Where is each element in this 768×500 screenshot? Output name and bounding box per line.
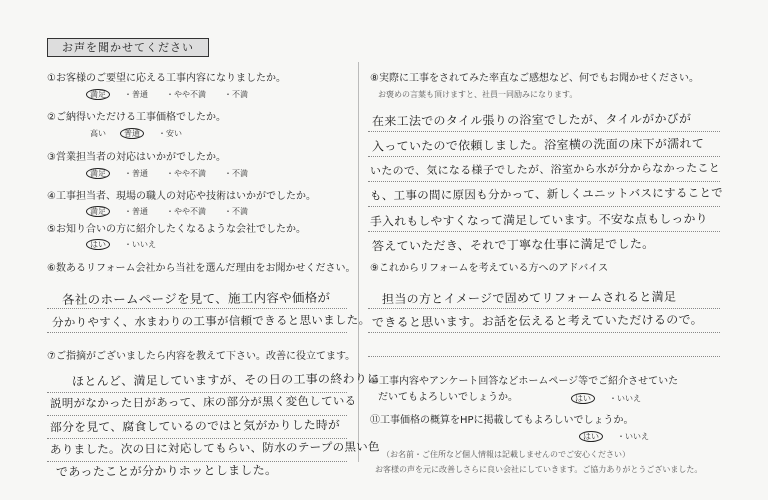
option-1[interactable]: ・いいえ bbox=[124, 240, 156, 249]
q8-answer-line: いたので、気になる様子でしたが、浴室から水が分からなかったこと bbox=[369, 161, 721, 178]
q7-answer-line: ありました。次の日に対応してもらい、防水のテープの黒い色 bbox=[49, 439, 380, 457]
option-0[interactable]: 満足 bbox=[86, 206, 110, 217]
q10-options[interactable] bbox=[575, 394, 659, 404]
q7-answer-line: ほとんど、満足していますが、その日の工事の終わりに bbox=[71, 371, 380, 389]
option-0[interactable]: 満足 bbox=[86, 168, 110, 179]
option-3[interactable]: ・不満 bbox=[224, 207, 248, 216]
q11-options[interactable] bbox=[583, 432, 667, 442]
q3-options[interactable] bbox=[90, 169, 266, 179]
question-4: ④工事担当者、現場の職人の対応や技術はいかがでしたか。 bbox=[47, 191, 316, 202]
question-5: ⑤お知り合いの方に紹介したくなるような会社でしたか。 bbox=[47, 224, 306, 235]
question-6: ⑥数あるリフォーム会社から当社を選んだ理由をお聞かせください。 bbox=[47, 263, 356, 274]
option-1[interactable]: ・普通 bbox=[124, 207, 148, 216]
q7-answer-line: 部分を見て、腐食しているのではと気がかりした時が bbox=[49, 417, 341, 435]
thanks-note: お客様の声を元に改善しさらに良い会社にしていきます。ご協力ありがとうございました。 bbox=[375, 465, 703, 474]
q4-options[interactable] bbox=[90, 207, 266, 217]
option-2[interactable]: ・やや不満 bbox=[166, 90, 206, 99]
option-0[interactable]: はい bbox=[86, 239, 110, 250]
q7-answer-line: 説明がなかった日があって、床の部分が黒く変色している bbox=[49, 393, 357, 411]
q8-answer-line: 在来工法でのタイル張りの浴室でしたが、タイルがかびが bbox=[371, 111, 692, 129]
privacy-note: （お名前・ご住所など個人情報は記載しませんのでご安心ください） bbox=[382, 450, 630, 459]
question-1: ①お客様のご要望に応える工事内容になりましたか。 bbox=[47, 73, 286, 84]
question-10-cont: だいてもよろしいでしょうか。 bbox=[378, 392, 518, 403]
q6-answer-line: 分かりやすく、水まわりの工事が信頼できると思いました。 bbox=[51, 312, 371, 330]
question-3: ③営業担当者の対応はいかがでしたか。 bbox=[47, 152, 226, 163]
q5-options[interactable] bbox=[90, 240, 174, 250]
question-8: ⑧実際に工事をされてみた率直なご感想など、何でもお聞かせください。 bbox=[370, 73, 699, 84]
q1-options[interactable] bbox=[90, 90, 266, 100]
option-1[interactable]: ・いいえ bbox=[617, 432, 649, 441]
question-10: ⑩工事内容やアンケート回答などホームページ等でご紹介させていた bbox=[370, 376, 679, 387]
q6-answer-line: 各社のホームページを見て、施工内容や価格が bbox=[61, 289, 331, 308]
question-9: ⑨これからリフォームを考えている方へのアドバイス bbox=[370, 263, 609, 274]
option-1[interactable]: 普通 bbox=[120, 128, 144, 139]
question-2: ②ご納得いただける工事価格でしたか。 bbox=[47, 112, 226, 123]
q2-options[interactable] bbox=[90, 129, 200, 139]
q9-answer-line: できると思います。お話を伝えると考えていただけるので。 bbox=[371, 312, 703, 330]
q8-answer-line: 手入れもしやすくなって満足しています。不安な点もしっかり bbox=[369, 211, 708, 229]
q7-answer-line: であったことが分かりホッとしました。 bbox=[55, 463, 278, 479]
option-0[interactable]: はい bbox=[579, 431, 603, 442]
option-2[interactable]: ・やや不満 bbox=[166, 207, 206, 216]
question-7: ⑦ご指摘がございましたら内容を教えて下さい。改善に役立てます。 bbox=[47, 351, 356, 362]
option-0[interactable]: はい bbox=[571, 393, 595, 404]
section-header: お声を聞かせてください bbox=[47, 38, 209, 57]
option-3[interactable]: ・不満 bbox=[224, 90, 248, 99]
question-11: ⑪工事価格の概算をHPに掲載してもよろしいでしょうか。 bbox=[370, 415, 634, 426]
option-0[interactable]: 満足 bbox=[86, 89, 110, 100]
q8-answer-line: 入っていたので依頼しました。浴室横の洗面の床下が濡れて bbox=[371, 136, 705, 154]
option-2[interactable]: ・やや不満 bbox=[166, 169, 206, 178]
option-1[interactable]: ・普通 bbox=[124, 169, 148, 178]
column-divider bbox=[358, 62, 359, 462]
option-0[interactable]: 高い bbox=[90, 129, 106, 138]
option-1[interactable]: ・普通 bbox=[124, 90, 148, 99]
q8-answer-line: も、工事の間に原因も分かって、新しくユニットバスにすることで bbox=[369, 185, 724, 203]
q8-answer-line: 答えていただき、それで丁寧な仕事に満足でした。 bbox=[371, 236, 655, 254]
q8-note: お褒めの言葉も頂けますと、社員一同励みになります。 bbox=[378, 90, 578, 99]
option-2[interactable]: ・安い bbox=[158, 129, 182, 138]
q9-answer-line: 担当の方とイメージで固めてリフォームされると満足 bbox=[381, 289, 677, 307]
option-3[interactable]: ・不満 bbox=[224, 169, 248, 178]
option-1[interactable]: ・いいえ bbox=[609, 394, 641, 403]
